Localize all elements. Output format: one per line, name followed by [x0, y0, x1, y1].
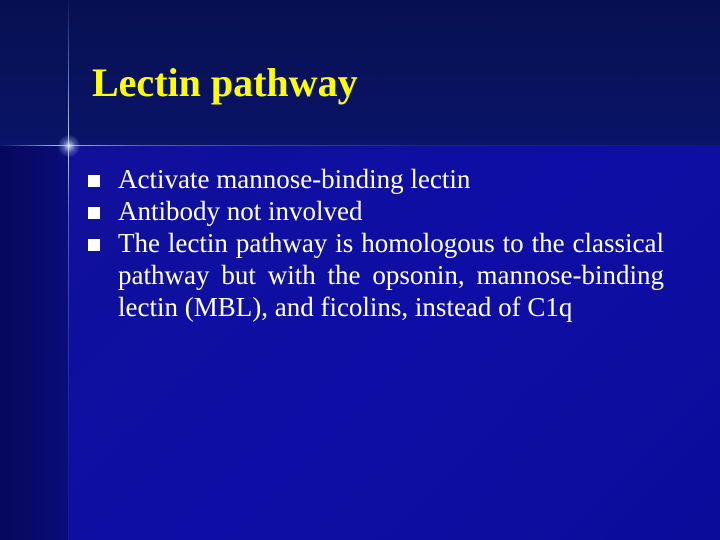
bullet-item: [86, 227, 664, 323]
left-band: [0, 146, 68, 540]
square-bullet-icon: [88, 207, 100, 219]
square-bullet-icon: [88, 239, 100, 251]
square-bullet-icon: [88, 175, 100, 187]
bullet-text: The lectin pathway is homologous to the classical pathway but with the opsonin, mannose-binding lectin (MBL), and ficolins, instead of C1q: [118, 228, 664, 322]
bullet-text: Activate mannose-binding lectin: [118, 164, 471, 194]
bullet-item: [86, 163, 664, 195]
horizontal-divider-line: [0, 145, 720, 146]
bullet-list: [86, 163, 664, 323]
crosshair-star-icon: [58, 135, 80, 157]
slide-title: Lectin pathway: [92, 60, 358, 105]
bullet-item: [86, 195, 664, 227]
vertical-divider-line: [68, 0, 69, 540]
bullet-text: Antibody not involved: [118, 196, 363, 226]
